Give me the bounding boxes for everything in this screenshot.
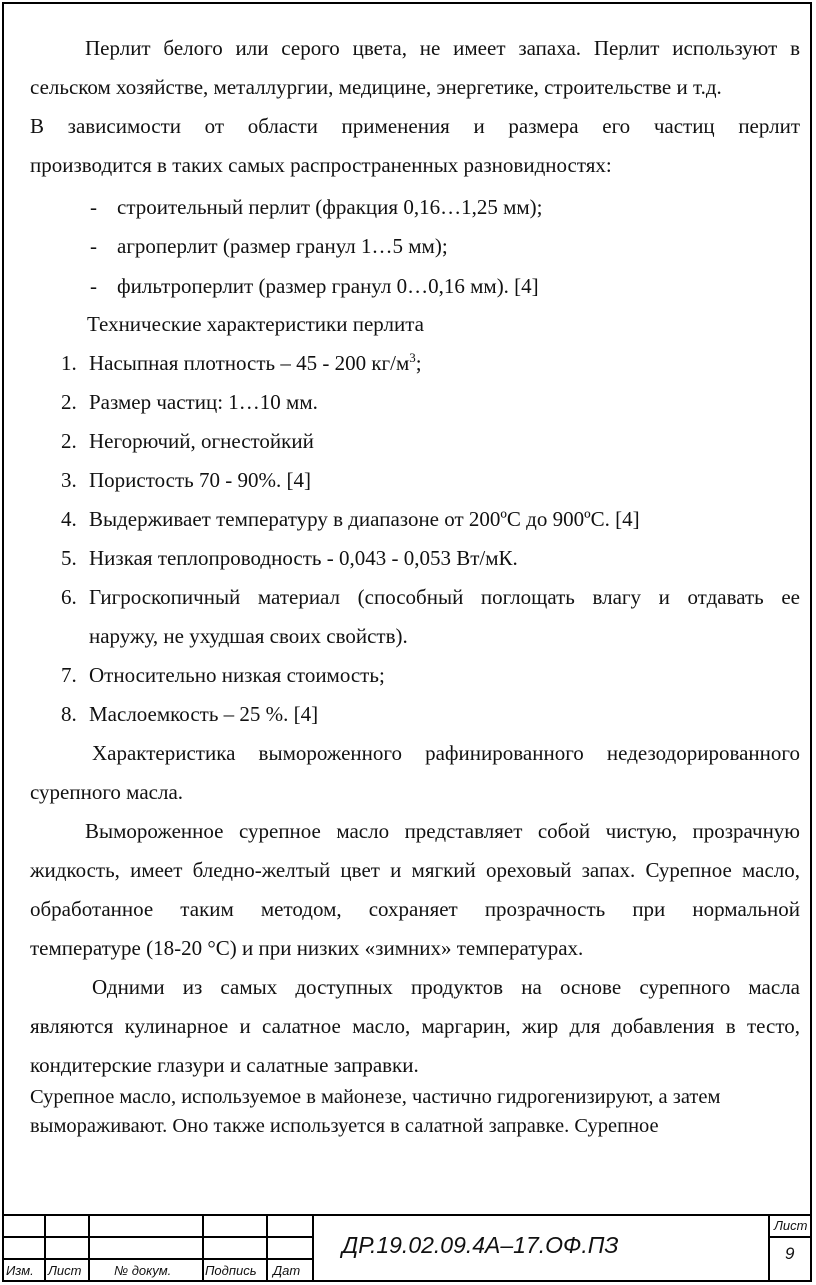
p3-line-2: жидкость, имеет бледно-желтый цвет и мягкий ореховый запах. Сурепное масло, (30, 858, 800, 882)
stamp-label-sign: Подпись (205, 1263, 257, 1278)
list-number: 1. (61, 351, 77, 375)
list-number: 2. (61, 390, 77, 414)
superscript: 3 (409, 350, 416, 365)
list-item-text: Негорючий, огнестойкий (89, 429, 314, 453)
stamp-label-doc: № докум. (114, 1263, 172, 1278)
p5-line-2: вымораживают. Оно также используется в салатной заправке. Сурепное (30, 1115, 659, 1137)
stamp-col-line (44, 1214, 46, 1280)
list-number: 5. (61, 546, 77, 570)
p3-line-4: температуре (18-20 °C) и при низких «зимних» температурах. (30, 936, 584, 960)
stamp-border (2, 1214, 812, 1216)
list-number: 4. (61, 507, 77, 531)
document-code: ДР.19.02.09.4А–17.ОФ.ПЗ (342, 1232, 619, 1258)
stamp-label-list: Лист (48, 1263, 82, 1278)
list-item-text (89, 349, 422, 377)
list-item-text: Выдерживает температуру в диапазоне от 200ºC до 900ºC. [4] (89, 507, 640, 531)
list-item-text: Гигроскопичный материал (способный поглощать влагу и отдавать ее (89, 585, 800, 609)
p3-line-1: Вымороженное сурепное масло представляет собой чистую, прозрачную (85, 819, 800, 843)
stamp-col-line (312, 1214, 314, 1280)
stamp-col-line (266, 1214, 268, 1280)
list-number: 2. (61, 429, 77, 453)
list-item-continuation: наружу, не ухудшая своих свойств). (89, 624, 408, 648)
sheet-label: Лист (774, 1218, 808, 1233)
stamp-col-line (202, 1214, 204, 1280)
tech-heading: Технические характеристики перлита (87, 312, 424, 336)
p4-line-3: кондитерские глазури и салатные заправки. (30, 1053, 419, 1077)
p1-line-3: В зависимости от области применения и размера его частиц перлит (30, 114, 800, 138)
p2-line-2: сурепного масла. (30, 780, 184, 804)
p5-line-1: Сурепное масло, используемое в майонезе, частично гидрогенизируют, а затем (30, 1086, 721, 1108)
list-number: 8. (61, 702, 77, 726)
stamp-col-line (768, 1214, 770, 1280)
list-number: 6. (61, 585, 77, 609)
p1-line-2: сельском хозяйстве, металлургии, медицине, энергетике, строительстве и т.д. (30, 75, 722, 99)
dash-marker: - (90, 195, 97, 219)
list-item-text: Низкая теплопроводность - 0,043 - 0,053 Вт/мК. (89, 546, 518, 570)
dash-item-text: фильтроперлит (размер гранул 0…0,16 мм). [4] (117, 274, 539, 298)
p4-line-1: Одними из самых доступных продуктов на основе сурепного масла (92, 975, 800, 999)
title-block (2, 1214, 812, 1282)
list-item-text: Маслоемкость – 25 %. [4] (89, 702, 319, 726)
list-item-text: Размер частиц: 1…10 мм. (89, 390, 318, 414)
p2-line-1: Характеристика вымороженного рафинированного недезодорированного (92, 741, 800, 765)
list-item-main: Насыпная плотность – 45 - 200 кг/м (89, 351, 410, 375)
p4-line-2: являются кулинарное и салатное масло, маргарин, жир для добавления в тесто, (30, 1014, 800, 1038)
stamp-label-izm: Изм. (6, 1263, 34, 1278)
list-item-text: Пористость 70 - 90%. [4] (89, 468, 311, 492)
p1-line-1: Перлит белого или серого цвета, не имеет запаха. Перлит используют в (85, 36, 800, 60)
list-item-tail: ; (415, 351, 422, 375)
stamp-row-line (770, 1236, 812, 1238)
list-number: 7. (61, 663, 77, 687)
sheet-number: 9 (785, 1244, 795, 1263)
dash-marker: - (90, 234, 97, 258)
dash-item-text: строительный перлит (фракция 0,16…1,25 мм); (117, 195, 543, 219)
p3-line-3: обработанное таким методом, сохраняет прозрачность при нормальной (30, 897, 800, 921)
dash-item-text: агроперлит (размер гранул 1…5 мм); (117, 234, 448, 258)
list-number: 3. (61, 468, 77, 492)
dash-marker: - (90, 274, 97, 298)
list-item-text: Относительно низкая стоимость; (89, 663, 385, 687)
stamp-col-line (88, 1214, 90, 1280)
stamp-label-date: Дат (273, 1263, 301, 1278)
p1-line-4: производится в таких самых распространенных разновидностях: (30, 153, 612, 177)
